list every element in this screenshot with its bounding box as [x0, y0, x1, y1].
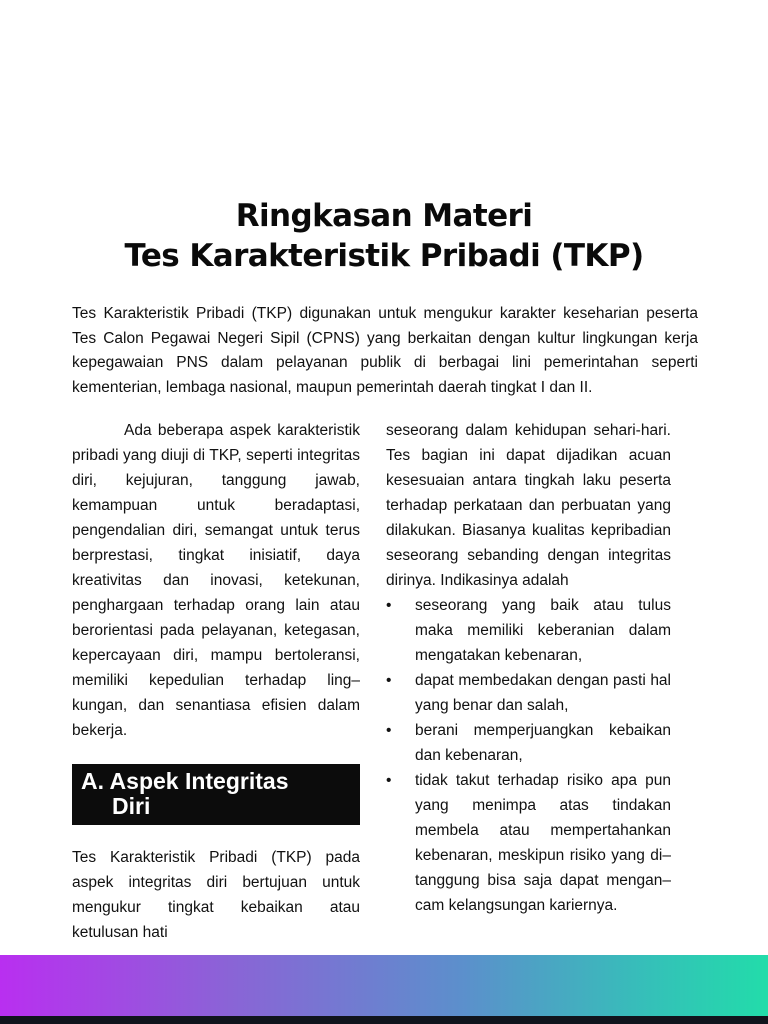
- footer-dark-strip: [0, 1016, 768, 1024]
- list-item: [386, 718, 671, 768]
- list-item: [386, 768, 671, 918]
- bullet-icon: •: [386, 672, 392, 689]
- list-item-text: tidak takut terhadap risiko apa pun yang menimpa atas tindakan membela atau mempertahankan kebenaran, meskipun risiko yang di–tanggung bisa saja dapat mengan–cam kelangsungan kariernya.: [415, 772, 671, 914]
- section-heading-line-1: A. Aspek Integritas: [81, 768, 289, 794]
- bullet-icon: •: [386, 597, 392, 614]
- integrity-continuation-paragraph: seseorang dalam kehidupan sehari-hari. Tes bagian ini dapat dijadikan acuan kesesuaian antara tingkah laku peserta terhadap perkataan dan perbuatan yang dilakukan. Biasanya kualitas kepribadian seseorang sebanding dengan integritas dirinya. Indikasinya adalah: [386, 422, 671, 589]
- list-item-text: dapat membedakan dengan pasti hal yang benar dan salah,: [415, 672, 671, 714]
- list-item-text: berani memperjuangkan kebaikan dan kebenaran,: [415, 722, 671, 764]
- bullet-icon: •: [386, 772, 392, 789]
- intro-paragraph: Tes Karakteristik Pribadi (TKP) digunakan untuk mengukur karakter keseharian peserta Tes Calon Pegawai Negeri Sipil (CPNS) yang berkaitan dengan kultur lingkungan kerja kepegawaian PNS dalam pelayanan publik di berbagai lini pemerintahan seperti kementerian, lembaga nasional, maupun pemerintah daerah tingkat I dan II.: [72, 305, 698, 397]
- list-item: [386, 593, 671, 668]
- section-heading-line-2: Diri: [112, 793, 151, 819]
- footer-gradient-bar: [0, 955, 768, 1016]
- left-column: [72, 418, 360, 743]
- page-title: [0, 196, 768, 276]
- page-title-line-1: Ringkasan Materi: [235, 198, 533, 234]
- integrity-paragraph: Tes Karakteristik Pribadi (TKP) pada aspek integritas diri bertujuan untuk mengukur tingkat kebaikan atau ketulusan hati: [72, 849, 360, 941]
- aspects-paragraph: Ada beberapa aspek karakteristik pribadi yang diuji di TKP, seperti integritas diri, kejujuran, tanggung jawab, kemampuan untuk beradaptasi, pengendalian diri, semangat untuk terus berprestasi, tingkat inisiatif, daya kreativitas dan inovasi, ketekunan, penghargaan terhadap orang lain atau berorientasi pada pelayanan, ketegasan, kepercayaan diri, mampu bertoleransi, memiliki kepedulian terhadap ling–kungan, dan senantiasa efisien dalam bekerja.: [72, 422, 360, 739]
- bullet-icon: •: [386, 722, 392, 739]
- page-title-line-2: Tes Karakteristik Pribadi (TKP): [124, 238, 644, 274]
- list-item-text: seseorang yang baik atau tulus maka memiliki keberanian dalam mengatakan kebenaran,: [415, 597, 671, 664]
- indication-list: [386, 593, 671, 918]
- list-item: [386, 668, 671, 718]
- section-heading: [72, 764, 360, 825]
- right-column: [386, 418, 671, 918]
